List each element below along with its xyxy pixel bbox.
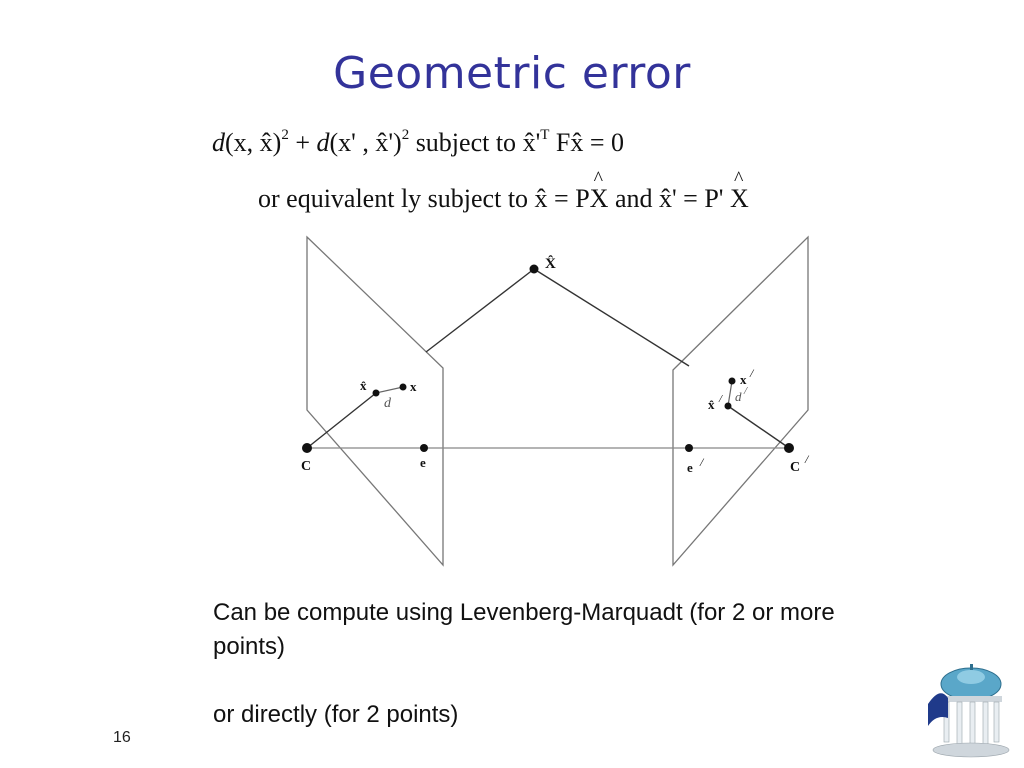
body-line-2: or directly (for 2 points) xyxy=(213,701,459,728)
eq2-part1: x̂ = P xyxy=(534,184,590,213)
eq-d2: d xyxy=(316,128,330,157)
e-right-point xyxy=(685,444,693,452)
ray-right-to-X xyxy=(534,269,689,366)
slide-body xyxy=(213,596,913,732)
label-x-hat-right-prime: / xyxy=(719,393,723,405)
label-C-right-prime: / xyxy=(805,452,809,466)
slide-title: Geometric error xyxy=(333,48,691,99)
eq2-X1: ^ X xyxy=(590,184,609,214)
page-number: 16 xyxy=(113,729,131,746)
label-X-hat: X̂ xyxy=(545,256,556,272)
X-hat-point xyxy=(530,265,539,274)
label-e-left: e xyxy=(420,455,426,470)
ray-left-inside xyxy=(307,393,376,448)
label-x-hat-left: x̂ xyxy=(360,378,367,393)
e-left-point xyxy=(420,444,428,452)
eq-exp1: 2 xyxy=(281,127,289,143)
eq2-prefix: or equivalent ly subject to xyxy=(258,184,535,213)
eq-lhs: x̂' xyxy=(522,128,541,157)
label-x-left: x xyxy=(410,379,417,394)
label-x-hat-right: x̂ xyxy=(708,397,715,412)
eq2-mid: and x̂' = P' xyxy=(608,184,730,213)
distance-left xyxy=(376,387,403,393)
C-right-point xyxy=(784,443,794,453)
distance-right xyxy=(728,381,732,406)
label-x-right: x xyxy=(740,372,747,387)
body-line-1: Can be compute using Levenberg-Marquadt (for 2 or more points) xyxy=(213,599,835,660)
eq-exp2: 2 xyxy=(401,127,410,143)
eq-d1: d xyxy=(212,128,225,157)
eq2-X2: ^ X xyxy=(730,184,749,214)
eq-plus: + xyxy=(288,128,317,157)
label-C-right: C xyxy=(790,460,801,475)
x-hat-left-point xyxy=(373,390,380,397)
label-e-right-prime: / xyxy=(700,455,704,469)
eq-subject: subject to xyxy=(409,128,523,157)
eq-sup-t: T xyxy=(540,127,550,143)
label-d-left: d xyxy=(384,396,391,411)
x-left-point xyxy=(400,384,407,391)
ray-left-to-X xyxy=(426,269,534,352)
eq-term1: (x, x̂) xyxy=(225,128,282,157)
eq-term2: (x' , x̂') xyxy=(329,128,402,157)
old-well-logo xyxy=(926,664,1016,760)
label-d-right: d xyxy=(735,389,742,404)
label-C-left: C xyxy=(301,459,312,474)
x-right-point xyxy=(729,378,736,385)
label-x-right-prime: / xyxy=(750,366,754,380)
label-e-right: e xyxy=(687,460,693,475)
eq-rhs: Fx̂ = 0 xyxy=(549,128,625,157)
x-hat-right-point xyxy=(725,403,732,410)
left-image-plane xyxy=(307,237,443,565)
C-left-point xyxy=(302,443,312,453)
label-d-right-prime: / xyxy=(744,385,748,397)
ray-right-inside xyxy=(728,406,789,448)
